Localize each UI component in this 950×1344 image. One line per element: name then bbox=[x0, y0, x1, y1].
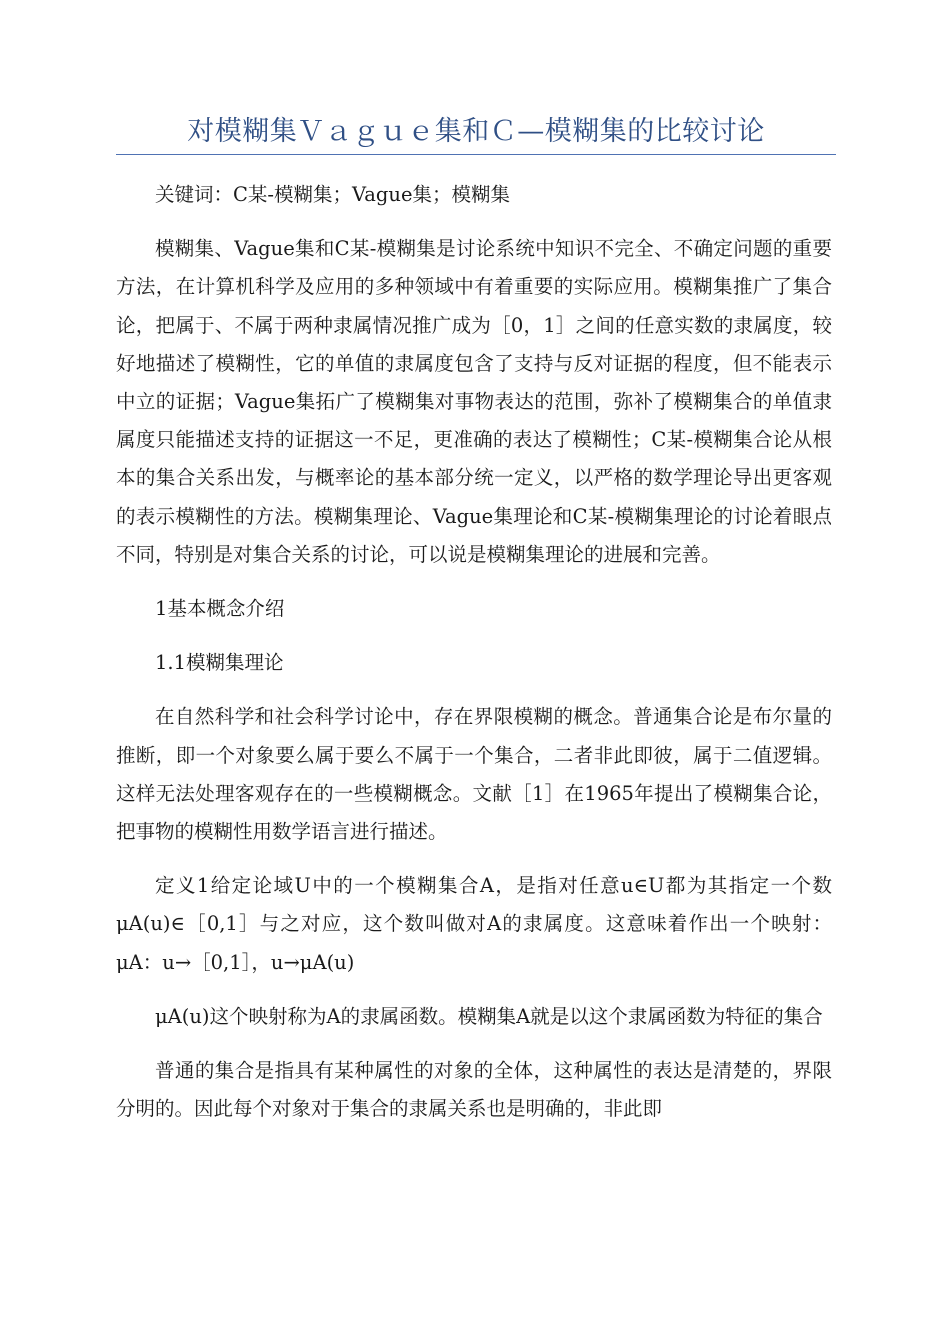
body-paragraph-fuzzy-concepts: 在自然科学和社会科学讨论中，存在界限模糊的概念。普通集合论是布尔量的推断，即一个对象要么属于要么不属于一个集合，二者非此即彼，属于二值逻辑。这样无法处理客观存在的一些模糊概念。文献［1］在1965年提出了模糊集合论，把事物的模糊性用数学语言进行描述。 bbox=[116, 705, 832, 844]
subsection-heading: 1.1模糊集理论 bbox=[155, 651, 284, 675]
membership-function-paragraph: μA(u)这个映射称为A的隶属函数。模糊集A就是以这个隶属函数为特征的集合 bbox=[155, 1004, 823, 1028]
section-heading: 1基本概念介绍 bbox=[155, 597, 285, 621]
document-title: 对模糊集Ｖａｇｕｅ集和Ｃ—模糊集的比较讨论 bbox=[187, 116, 765, 147]
intro-paragraph: 模糊集、Vague集和C某-模糊集是讨论系统中知识不完全、不确定问题的重要方法，在计算机科学及应用的多种领域中有着重要的实际应用。模糊集推广了集合论，把属于、不属于两种隶属情况推广成为［0，1］之间的任意实数的隶属度，较好地描述了模糊性，它的单值的隶属度包含了支持与反对证据的程度，但不能表示中立的证据；Vague集拓广了模糊集对事物表达的范围，弥补了模糊集合的单值隶属度只能描述支持的证据这一不足，更准确的表达了模糊性；C某-模糊集合论从根本的集合关系出发，与概率论的基本部分统一定义，以严格的数学理论导出更客观的表示模糊性的方法。模糊集理论、Vague集理论和C某-模糊集理论的讨论着眼点不同，特别是对集合关系的讨论，可以说是模糊集理论的进展和完善。 bbox=[116, 237, 832, 566]
keywords-line: 关键词：C某-模糊集；Vague集；模糊集 bbox=[155, 183, 511, 206]
document-body bbox=[116, 176, 832, 1144]
title-underline bbox=[116, 154, 836, 155]
ordinary-set-paragraph: 普通的集合是指具有某种属性的对象的全体，这种属性的表达是清楚的，界限分明的。因此每个对象对于集合的隶属关系也是明确的，非此即 bbox=[116, 1059, 832, 1121]
definition-paragraph: 定义1给定论域U中的一个模糊集合A，是指对任意u∈U都为其指定一个数μA(u)∈［0,1］与之对应，这个数叫做对A的隶属度。这意味着作出一个映射：μA：u→［0,1］，u→μA(u) bbox=[116, 874, 832, 974]
